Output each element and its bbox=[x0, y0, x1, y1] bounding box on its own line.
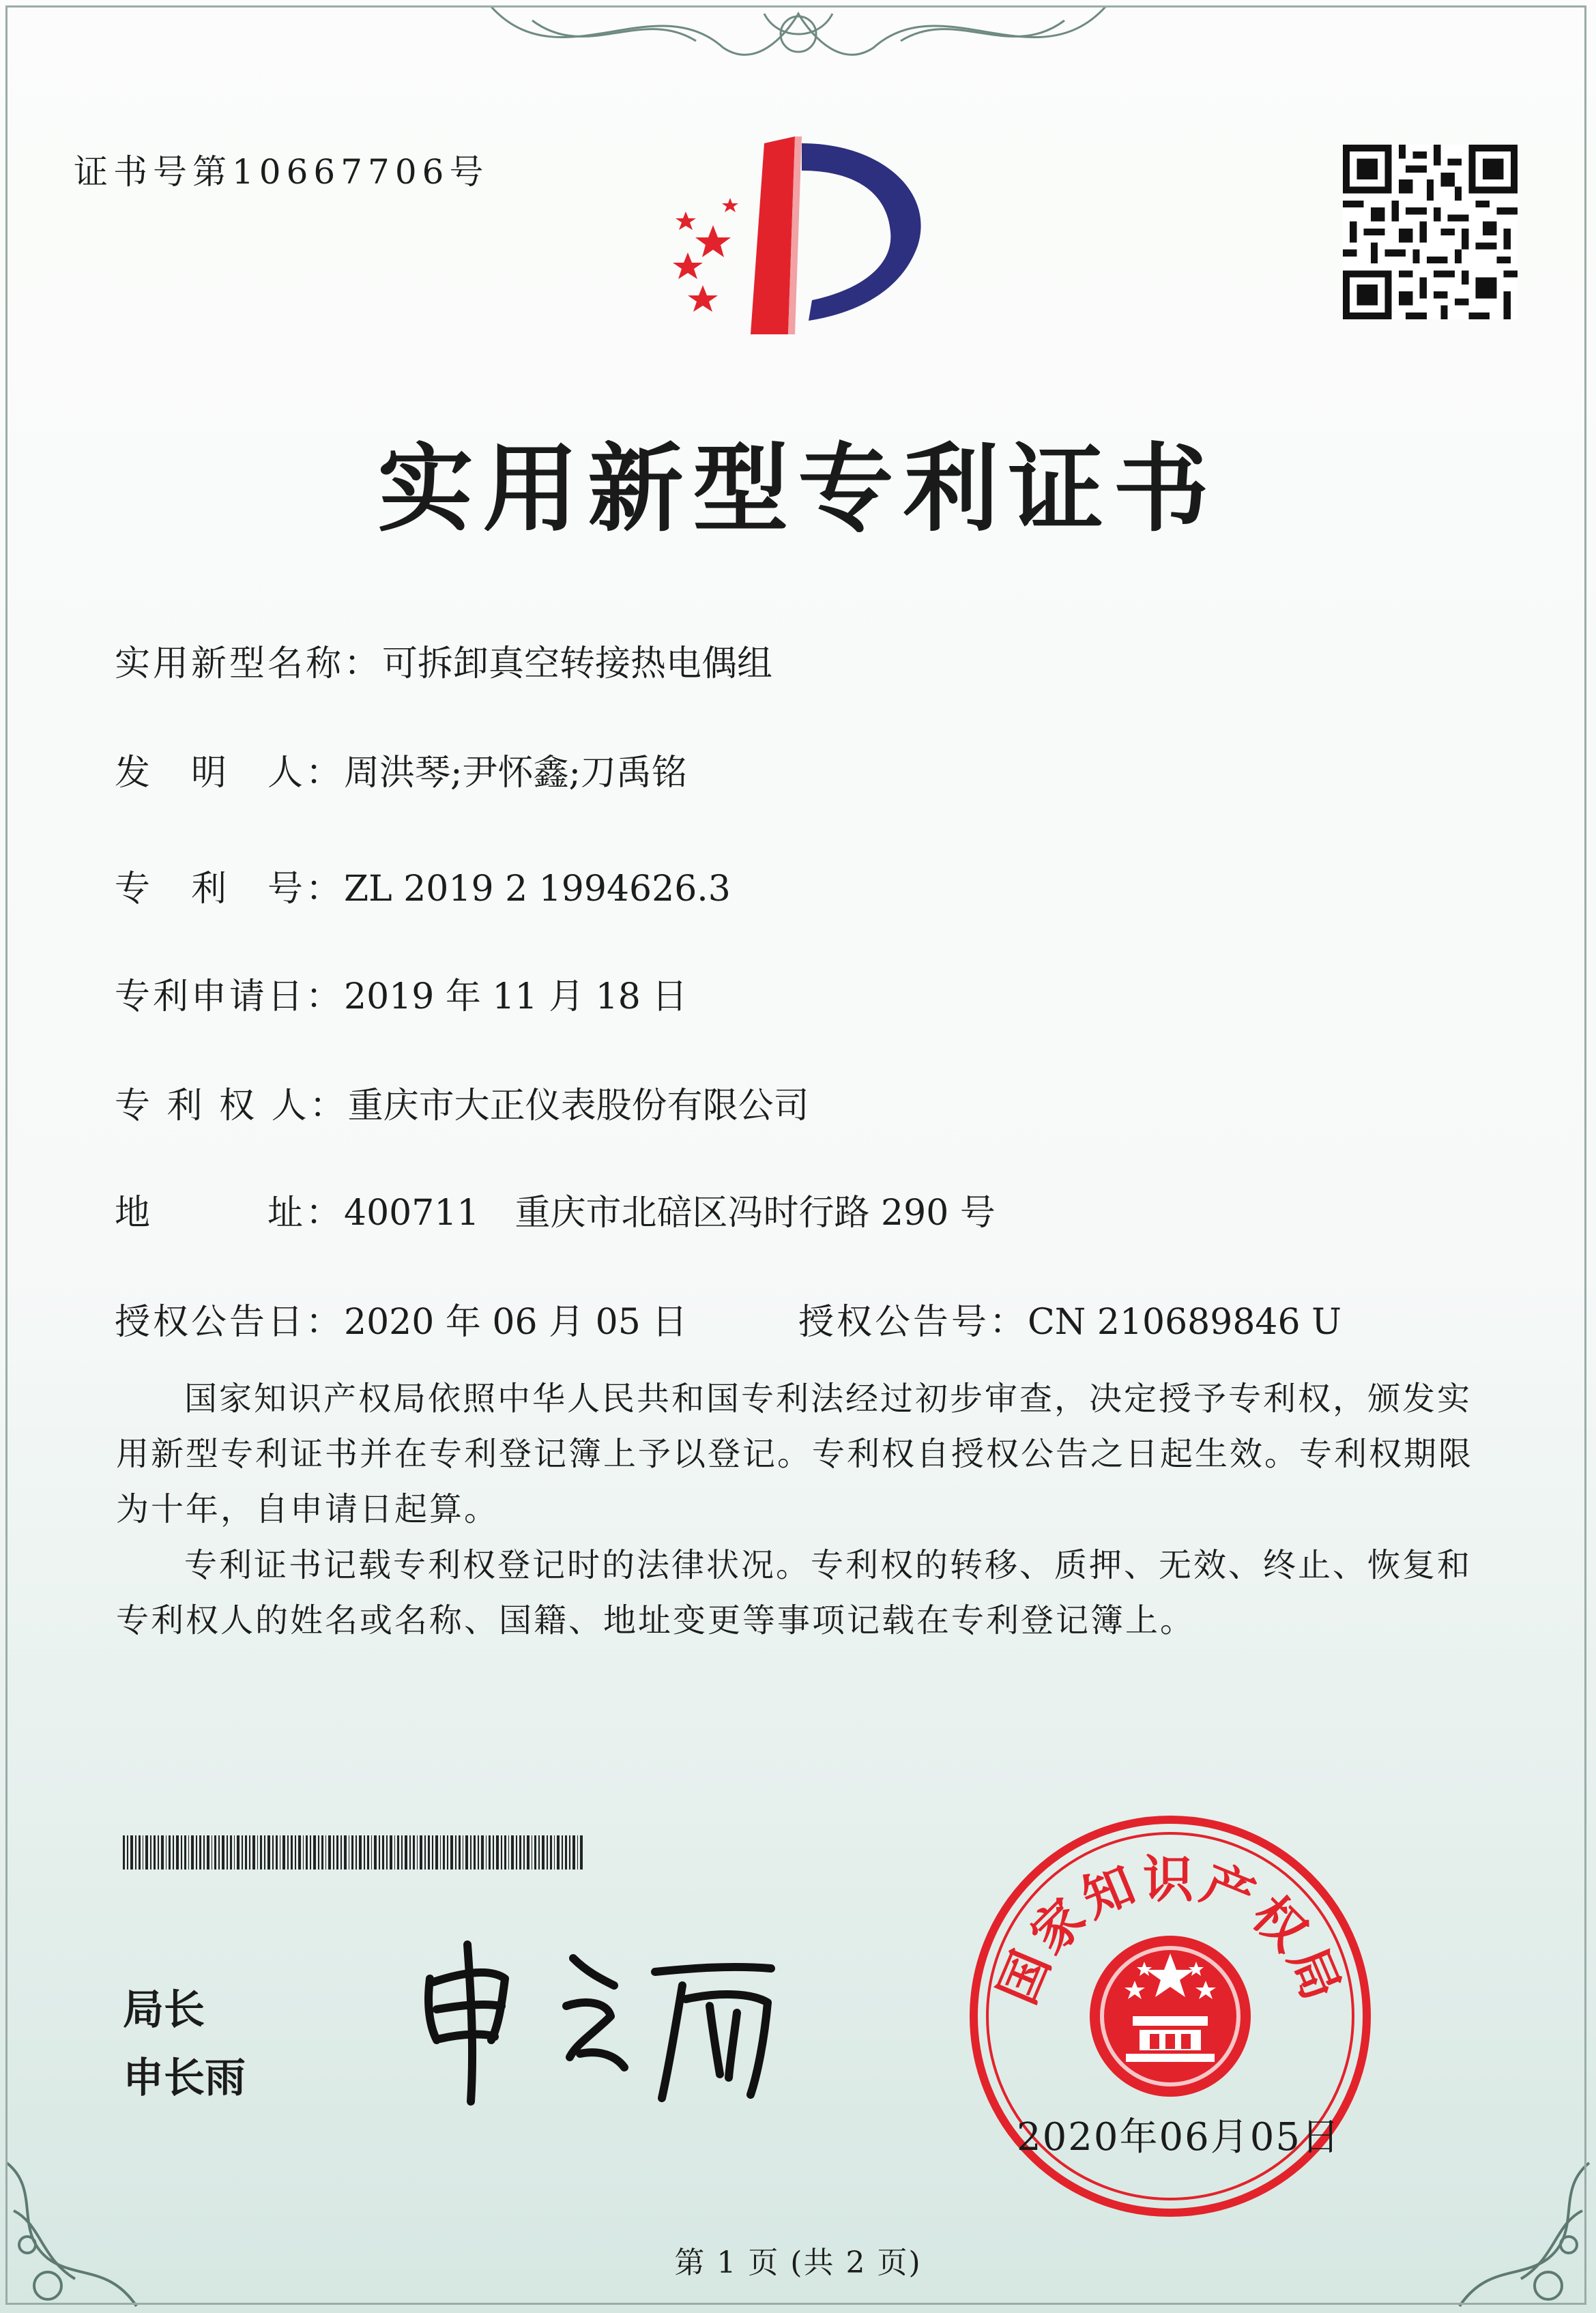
seal-date: 2020年06月05日 bbox=[1017, 2115, 1341, 2159]
field-value: 400711 重庆市北碚区冯时行路 290 号 bbox=[344, 1193, 996, 1234]
field-application-date bbox=[115, 968, 687, 1019]
signatory-title: 局长 bbox=[123, 1986, 205, 2034]
field-label: 专利申请日： bbox=[115, 976, 345, 1017]
barcode-icon bbox=[123, 1835, 584, 1870]
field-label: 授权公告号： bbox=[798, 1302, 1028, 1343]
field-label: 发 明 人： bbox=[115, 753, 345, 794]
certificate-number: 证书号第10667706号 bbox=[74, 152, 489, 192]
field-label: 地 址： bbox=[115, 1193, 345, 1234]
national-emblem-icon bbox=[1090, 1936, 1251, 2097]
qr-code-icon bbox=[1343, 145, 1518, 319]
signatory-name: 申长雨 bbox=[123, 2054, 246, 2102]
field-grant-number bbox=[798, 1293, 1341, 1344]
top-ornament-icon bbox=[478, 0, 1119, 75]
field-value: 可拆卸真空转接热电偶组 bbox=[382, 643, 773, 684]
field-patentee bbox=[115, 1077, 809, 1128]
field-patent-number bbox=[115, 860, 731, 911]
field-value: 重庆市大正仪表股份有限公司 bbox=[347, 1086, 809, 1126]
page-indicator: 第 1 页 (共 2 页) bbox=[674, 2245, 922, 2280]
field-value: 2020 年 06 月 05 日 bbox=[344, 1302, 688, 1343]
handwritten-signature bbox=[416, 1938, 805, 2108]
field-value: CN 210689846 U bbox=[1028, 1302, 1341, 1343]
field-value: ZL 2019 2 1994626.3 bbox=[344, 869, 731, 910]
certificate-title: 实用新型专利证书 bbox=[377, 433, 1219, 545]
field-grant-date bbox=[115, 1293, 687, 1344]
statement-paragraph: 国家知识产权局依照中华人民共和国专利法经过初步审查，决定授予专利权，颁发实用新型专利证书并在专利登记簿上予以登记。专利权自授权公告之日起生效。专利权期限为十年，自申请日起算。 bbox=[116, 1380, 1474, 1528]
field-label: 专 利 权 人： bbox=[115, 1086, 348, 1126]
patent-office-logo-icon bbox=[655, 130, 942, 348]
field-label: 授权公告日： bbox=[115, 1302, 345, 1343]
field-inventor bbox=[115, 744, 687, 795]
corner-ornament-icon bbox=[1432, 2149, 1596, 2313]
field-label: 专 利 号： bbox=[115, 869, 345, 910]
field-address bbox=[115, 1184, 996, 1235]
field-value: 2019 年 11 月 18 日 bbox=[344, 976, 688, 1017]
field-value: 周洪琴;尹怀鑫;刀禹铭 bbox=[344, 753, 688, 794]
field-utility-model-name bbox=[115, 635, 772, 686]
corner-ornament-icon bbox=[0, 2149, 164, 2313]
field-label: 实用新型名称： bbox=[115, 643, 383, 684]
seal-text: 国家知识产权局 bbox=[987, 1850, 1353, 2013]
statement-paragraph: 专利证书记载专利权登记时的法律状况。专利权的转移、质押、无效、终止、恢复和专利权人的姓名或名称、国籍、地址变更等事项记载在专利登记簿上。 bbox=[116, 1546, 1472, 1640]
